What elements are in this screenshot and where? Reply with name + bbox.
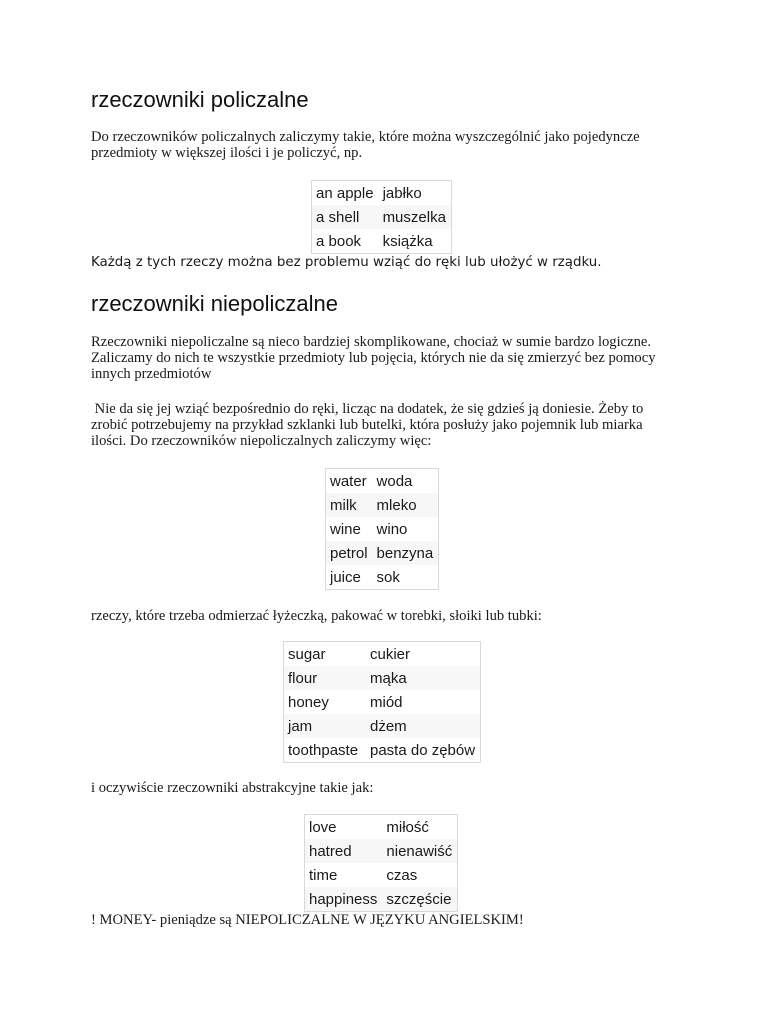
polish-word: szczęście — [382, 887, 457, 912]
table-row — [284, 666, 481, 690]
polish-word: sok — [376, 568, 400, 586]
paragraph-measured-things: rzeczy, które trzeba odmierzać łyżeczką, pakować w torebki, słoiki lub tubki: — [91, 608, 542, 624]
polish-word: woda — [376, 472, 413, 490]
polish-word: wino — [376, 520, 408, 538]
polish-word: miłość — [386, 818, 429, 836]
english-word: time — [309, 866, 338, 884]
table-measured-things — [283, 641, 481, 763]
english-word: toothpaste — [288, 741, 359, 759]
polish-word: nienawiść — [382, 839, 457, 863]
table-row — [284, 690, 481, 714]
english-word: sugar — [288, 645, 326, 663]
english-word: an apple — [316, 184, 374, 202]
polish-word: cukier — [370, 645, 411, 663]
polish-word: benzyna — [373, 541, 439, 565]
english-word: petrol — [326, 541, 373, 565]
paragraph-countable-after: Każdą z tych rzeczy można bez problemu wziąć do ręki lub ułożyć w rządku. — [91, 255, 602, 270]
table-row — [312, 181, 452, 206]
table-row — [326, 469, 439, 494]
polish-word: mąka — [366, 666, 481, 690]
table-row — [305, 815, 458, 840]
table-row — [305, 887, 458, 912]
english-word: a shell — [312, 205, 379, 229]
heading-countable-nouns: rzeczowniki policzalne — [91, 87, 309, 112]
table-row — [284, 738, 481, 763]
english-word: wine — [330, 520, 361, 538]
paragraph-money-note: ! MONEY- pieniądze są NIEPOLICZALNE W JĘZYKU ANGIELSKIM! — [91, 912, 524, 928]
heading-uncountable-nouns: rzeczowniki niepoliczalne — [91, 291, 339, 316]
table-abstract-nouns — [304, 814, 458, 912]
table-row — [326, 517, 439, 541]
english-word: a book — [316, 232, 362, 250]
english-word: water — [330, 472, 367, 490]
english-word: love — [309, 818, 337, 836]
polish-word: książka — [382, 232, 433, 250]
table-row — [284, 714, 481, 738]
english-word: milk — [326, 493, 373, 517]
polish-word: dżem — [366, 714, 481, 738]
table-row — [326, 565, 439, 590]
english-word: juice — [330, 568, 361, 586]
table-row — [326, 493, 439, 517]
polish-word: czas — [386, 866, 418, 884]
paragraph-countable-intro: Do rzeczowników policzalnych zaliczymy takie, które można wyszczególnić jako pojedyncze przedmioty w większej ilości i je policzyć, np. — [91, 129, 640, 161]
table-row — [312, 205, 452, 229]
polish-word: miód — [370, 693, 403, 711]
table-row — [312, 229, 452, 254]
polish-word: pasta do zębów — [370, 741, 476, 759]
table-row — [305, 863, 458, 887]
polish-word: jabłko — [382, 184, 422, 202]
english-word: happiness — [305, 887, 383, 912]
table-row — [305, 839, 458, 863]
english-word: flour — [284, 666, 367, 690]
table-row — [284, 642, 481, 667]
polish-word: mleko — [373, 493, 439, 517]
paragraph-uncountable-explanation: Nie da się jej wziąć bezpośrednio do ręki, licząc na dodatek, że się gdzieś ją doniesie. Żeby to zrobić potrzebujemy na przykład szklanki lub butelki, która posłuży jako pojemnik lub miarka ilości. Do rzeczowników niepoliczalnych zaliczymy więc: — [91, 401, 647, 449]
english-word: hatred — [305, 839, 383, 863]
table-row — [326, 541, 439, 565]
english-word: honey — [288, 693, 329, 711]
table-countable-nouns — [311, 180, 452, 254]
paragraph-abstract-nouns: i oczywiście rzeczowniki abstrakcyjne takie jak: — [91, 780, 374, 796]
english-word: jam — [284, 714, 367, 738]
table-liquids — [325, 468, 439, 590]
polish-word: muszelka — [379, 205, 452, 229]
paragraph-uncountable-intro: Rzeczowniki niepoliczalne są nieco bardziej skomplikowane, chociaż w sumie bardzo logiczne. Zaliczamy do nich te wszystkie przedmioty lub pojęcia, których nie da się zmierzyć bez pomocy innych przedmiotów — [91, 334, 656, 382]
